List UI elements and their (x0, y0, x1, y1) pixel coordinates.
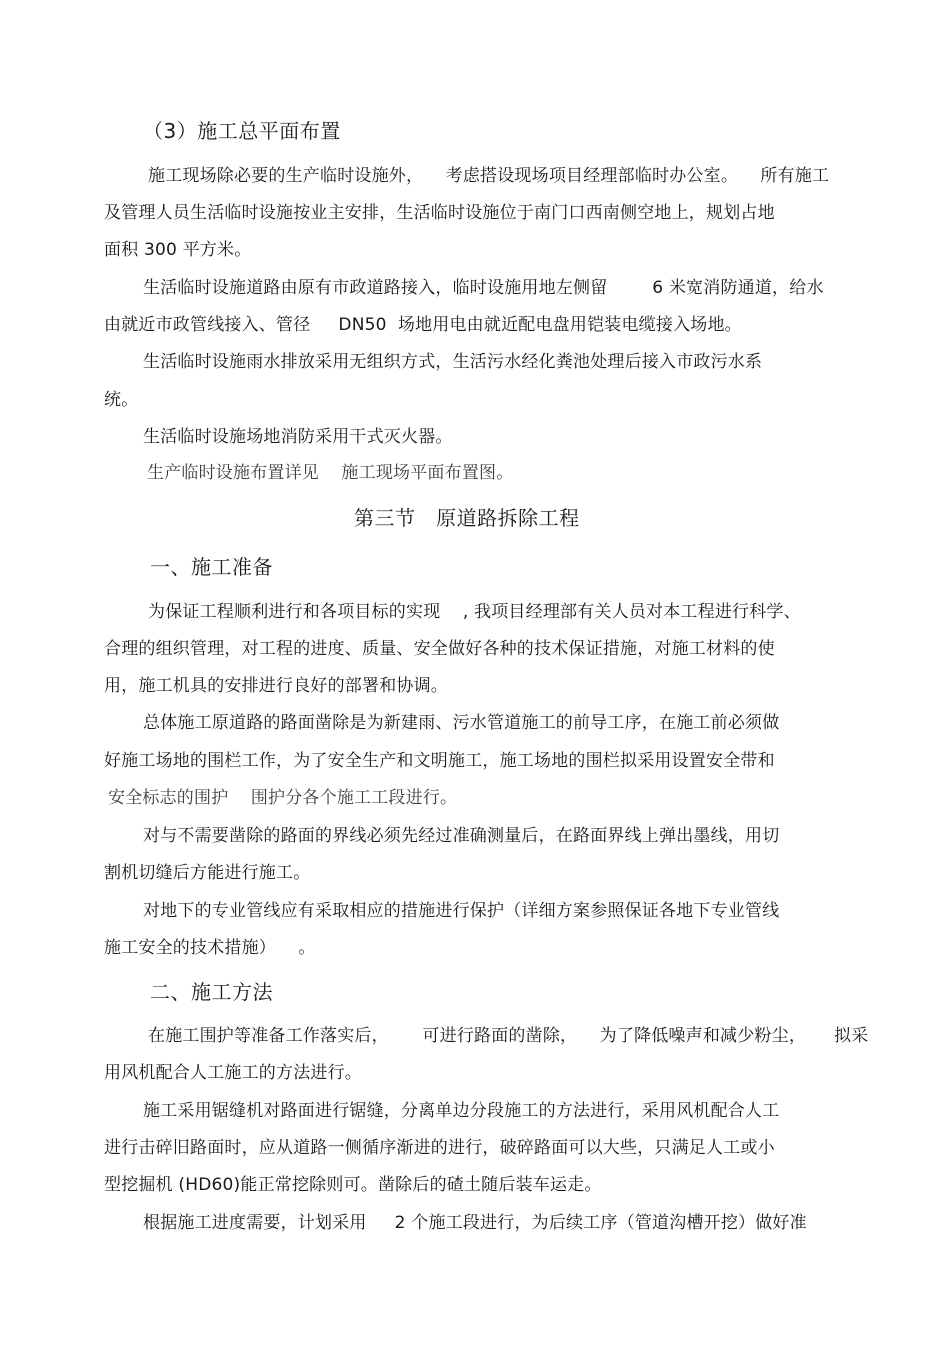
paragraph-line: 生活临时设施雨水排放采用无组织方式，生活污水经化粪池处理后接入市政污水系 (143, 352, 763, 372)
paragraph-line: 统。 (104, 390, 139, 410)
paragraph-line: 根据施工进度需要，计划采用 2 个施工段进行，为后续工序（管道沟槽开挖）做好准 (143, 1213, 807, 1233)
paragraph-line: 进行击碎旧路面时，应从道路一侧循序渐进的进行，破碎路面可以大些，只满足人工或小 (104, 1138, 775, 1158)
paragraph-line: 割机切缝后方能进行施工。 (104, 863, 311, 883)
paragraph-line: 施工现场除必要的生产临时设施外， 考虑搭设现场项目经理部临时办公室。 所有施工 (148, 166, 830, 186)
paragraph-line: 型挖掘机 (HD60)能正常挖除则可。凿除后的碴土随后装车运走。 (104, 1175, 602, 1195)
paragraph-line: 用，施工机具的安排进行良好的部署和协调。 (104, 676, 448, 696)
paragraph-line: 合理的组织管理，对工程的进度、质量、安全做好各种的技术保证措施，对施工材料的使 (104, 639, 775, 659)
paragraph-line: 施工采用锯缝机对路面进行锯缝，分离单边分段施工的方法进行，采用风机配合人工 (143, 1101, 780, 1121)
paragraph-line: 生产临时设施布置详见 施工现场平面布置图。 (147, 463, 514, 483)
paragraph-line: 对地下的专业管线应有采取相应的措施进行保护（详细方案参照保证各地下专业管线 (143, 901, 780, 921)
paragraph-line: 安全标志的围护 围护分各个施工工段进行。 (108, 788, 458, 808)
paragraph-line: 对与不需要凿除的路面的界线必须先经过准确测量后，在路面界线上弹出墨线，用切 (143, 826, 780, 846)
paragraph-line: 用风机配合人工施工的方法进行。 (104, 1063, 362, 1083)
paragraph-line: 施工安全的技术措施） 。 (104, 938, 316, 958)
paragraph-line: 面积 300 平方米。 (104, 240, 252, 260)
paragraph-line: 为保证工程顺利进行和各项目标的实现 , 我项目经理部有关人员对本工程进行科学、 (148, 602, 801, 622)
paragraph-line: 在施工围护等准备工作落实后， 可进行路面的凿除， 为了降低噪声和减少粉尘， 拟采 (148, 1026, 869, 1046)
paragraph-line: 总体施工原道路的路面凿除是为新建雨、污水管道施工的前导工序，在施工前必须做 (143, 713, 780, 733)
subsection-heading-method: 二、施工方法 (150, 980, 273, 1004)
paragraph-line: 由就近市政管线接入、管径 DN50 场地用电由就近配电盘用铠装电缆接入场地。 (104, 315, 742, 335)
paragraph-line: 及管理人员生活临时设施按业主安排，生活临时设施位于南门口西南侧空地上，规划占地 (104, 203, 775, 223)
paragraph-line: 生活临时设施道路由原有市政道路接入，临时设施用地左侧留 6 米宽消防通道，给水 (143, 278, 824, 298)
section-heading-site-layout: （3）施工总平面布置 (143, 119, 341, 143)
section-title-road-demolition: 第三节 原道路拆除工程 (354, 506, 580, 530)
subsection-heading-preparation: 一、施工准备 (150, 555, 273, 579)
paragraph-line: 生活临时设施场地消防采用干式灭火器。 (143, 427, 453, 447)
paragraph-line: 好施工场地的围栏工作，为了安全生产和文明施工，施工场地的围栏拟采用设置安全带和 (104, 751, 775, 771)
